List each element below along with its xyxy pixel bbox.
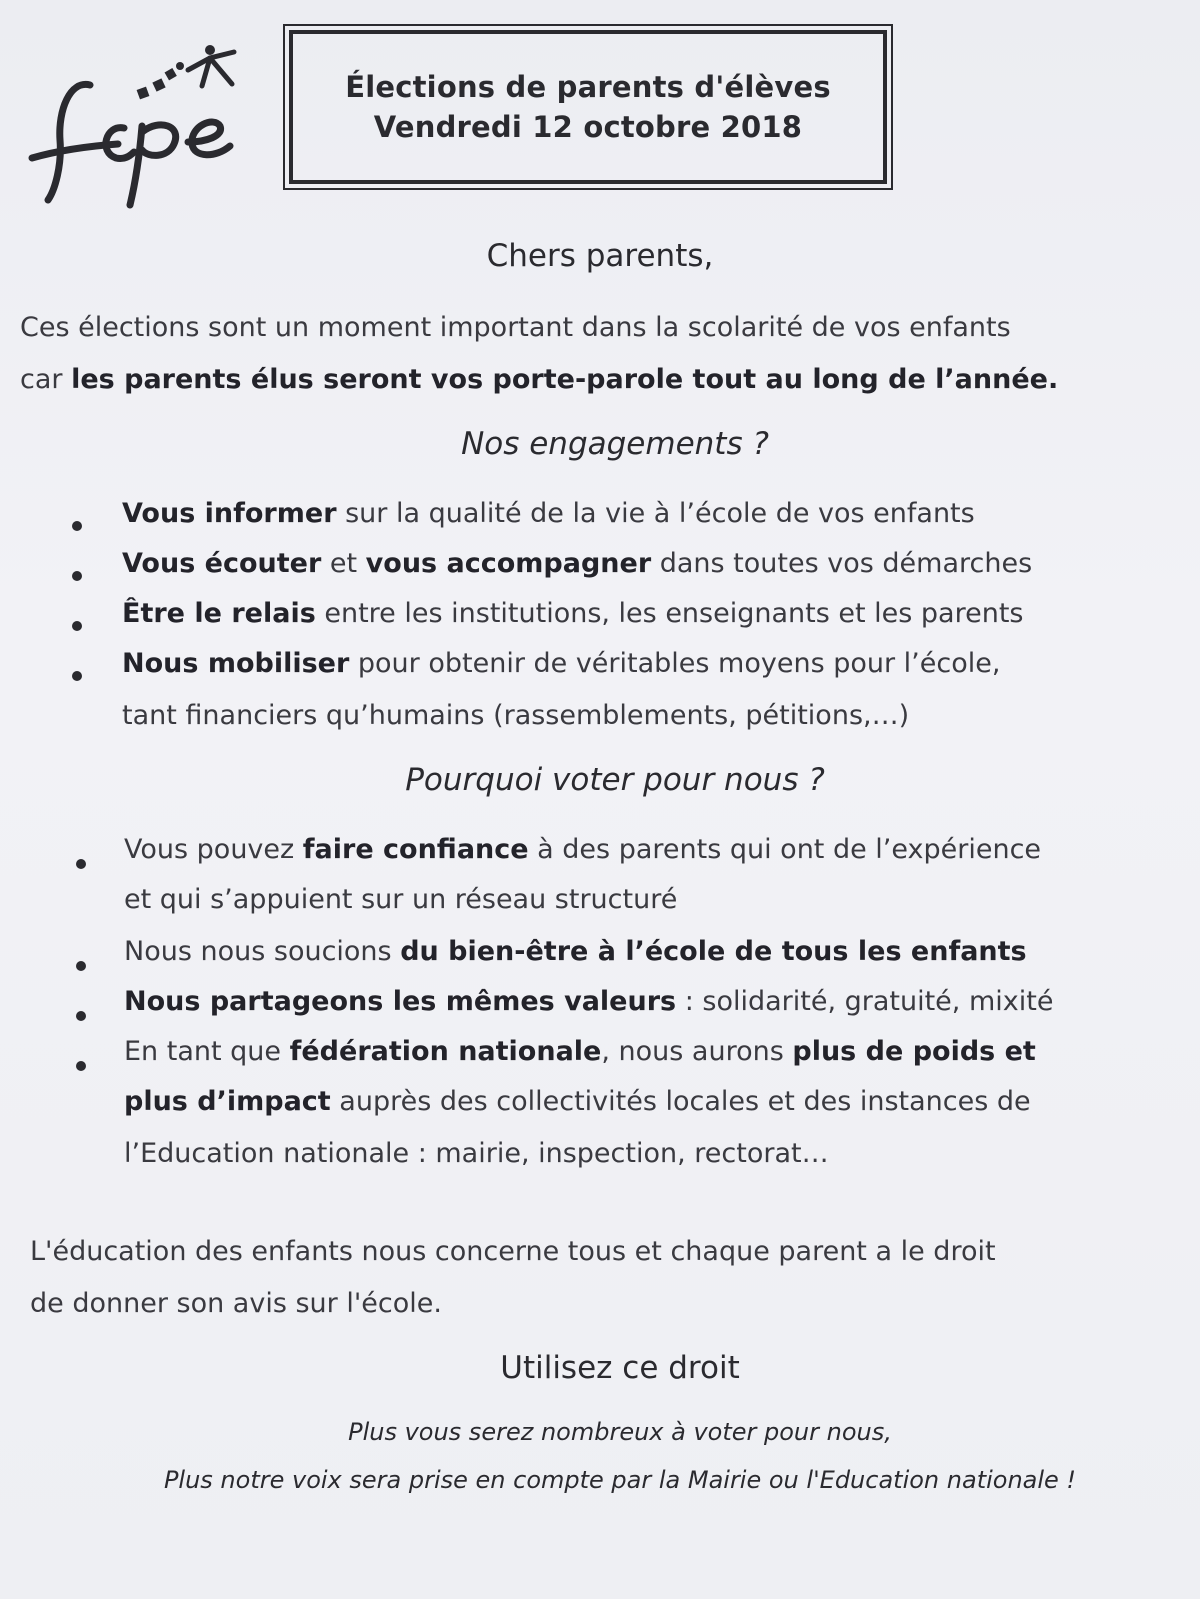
- intro-line-2-prefix: car: [20, 364, 72, 395]
- header-inner-frame: [289, 30, 887, 184]
- item-rest: pour obtenir de véritables moyens pour l’école,: [349, 648, 1001, 679]
- item-pre: Nous nous soucions: [124, 936, 401, 967]
- item-rest: dans toutes vos démarches: [651, 548, 1033, 579]
- item-mid: et: [321, 548, 366, 579]
- outro-line-1: L'éducation des enfants nous concerne tous et chaque parent a le droit: [30, 1236, 996, 1267]
- item-mid: , nous aurons: [601, 1036, 793, 1067]
- item-bold-2: plus de poids et: [792, 1036, 1036, 1067]
- section-1-title: Nos engagements ?: [461, 426, 769, 462]
- item-cont-bold: plus d’impact: [124, 1086, 331, 1117]
- item-rest: : solidarité, gratuité, mixité: [676, 986, 1054, 1017]
- section-1-item-2: [122, 548, 1032, 579]
- header-date: Vendredi 12 octobre 2018: [373, 110, 803, 144]
- item-rest: entre les institutions, les enseignants et les parents: [315, 598, 1024, 629]
- outro-line-2: de donner son avis sur l'école.: [30, 1288, 442, 1319]
- bullet-icon: [72, 521, 82, 531]
- intro-line-1: Ces élections sont un moment important dans la scolarité de vos enfants: [20, 312, 1011, 343]
- item-bold: fédération nationale: [289, 1036, 602, 1067]
- section-2-title: Pourquoi voter pour nous ?: [405, 762, 825, 798]
- bullet-icon: [72, 621, 82, 631]
- section-2-item-4: [124, 1036, 1036, 1067]
- item-bold: Nous partageons les mêmes valeurs: [124, 986, 677, 1017]
- item-pre: En tant que: [124, 1036, 290, 1067]
- bullet-icon: [76, 859, 86, 869]
- section-2-item-3: [124, 986, 1053, 1017]
- bullet-icon: [72, 671, 82, 681]
- section-2-item-1-continued: et qui s’appuient sur un réseau structuré: [124, 884, 678, 915]
- bullet-icon: [72, 571, 82, 581]
- item-bold: Vous informer: [122, 498, 337, 529]
- fcpe-logo-mark: [20, 40, 250, 215]
- section-1-item-3: [122, 598, 1023, 629]
- closing-line-1: Plus vous serez nombreux à voter pour nous,: [348, 1418, 892, 1446]
- section-1-item-1: [122, 498, 975, 529]
- greeting: Chers parents,: [486, 238, 714, 274]
- intro-line-2: [20, 364, 1058, 395]
- item-bold: Vous écouter: [122, 548, 322, 579]
- intro-line-2-bold: les parents élus seront vos porte-parole tout au long de l’année.: [71, 364, 1059, 395]
- item-bold: du bien-être à l’école de tous les enfants: [400, 936, 1027, 967]
- item-bold: faire confiance: [302, 834, 529, 865]
- section-1-item-4: [122, 648, 1000, 679]
- bullet-icon: [76, 1011, 86, 1021]
- fcpe-logo: [20, 40, 250, 215]
- item-cont-rest: auprès des collectivités locales et des instances de: [330, 1086, 1031, 1117]
- bullet-icon: [76, 1061, 86, 1071]
- section-2-item-2: [124, 936, 1027, 967]
- call-to-action: Utilisez ce droit: [500, 1350, 740, 1386]
- item-rest: sur la qualité de la vie à l’école de vos enfants: [336, 498, 975, 529]
- item-bold: Nous mobiliser: [122, 648, 350, 679]
- closing-line-2: Plus notre voix sera prise en compte par la Mairie ou l'Education nationale !: [163, 1466, 1077, 1494]
- header-box: [283, 24, 893, 190]
- item-rest: à des parents qui ont de l’expérience: [528, 834, 1042, 865]
- section-2-item-4-continued-2: l’Education nationale : mairie, inspection, rectorat…: [124, 1138, 829, 1169]
- bullet-icon: [76, 961, 86, 971]
- section-2-item-4-continued: [124, 1086, 1031, 1117]
- item-bold: Être le relais: [122, 598, 316, 629]
- header-title: Élections de parents d'élèves: [345, 70, 831, 104]
- item-bold-2: vous accompagner: [365, 548, 652, 579]
- section-2-item-1: [124, 834, 1041, 865]
- item-pre: Vous pouvez: [124, 834, 303, 865]
- section-1-item-4-continued: tant financiers qu’humains (rassemblements, pétitions,…): [122, 700, 910, 731]
